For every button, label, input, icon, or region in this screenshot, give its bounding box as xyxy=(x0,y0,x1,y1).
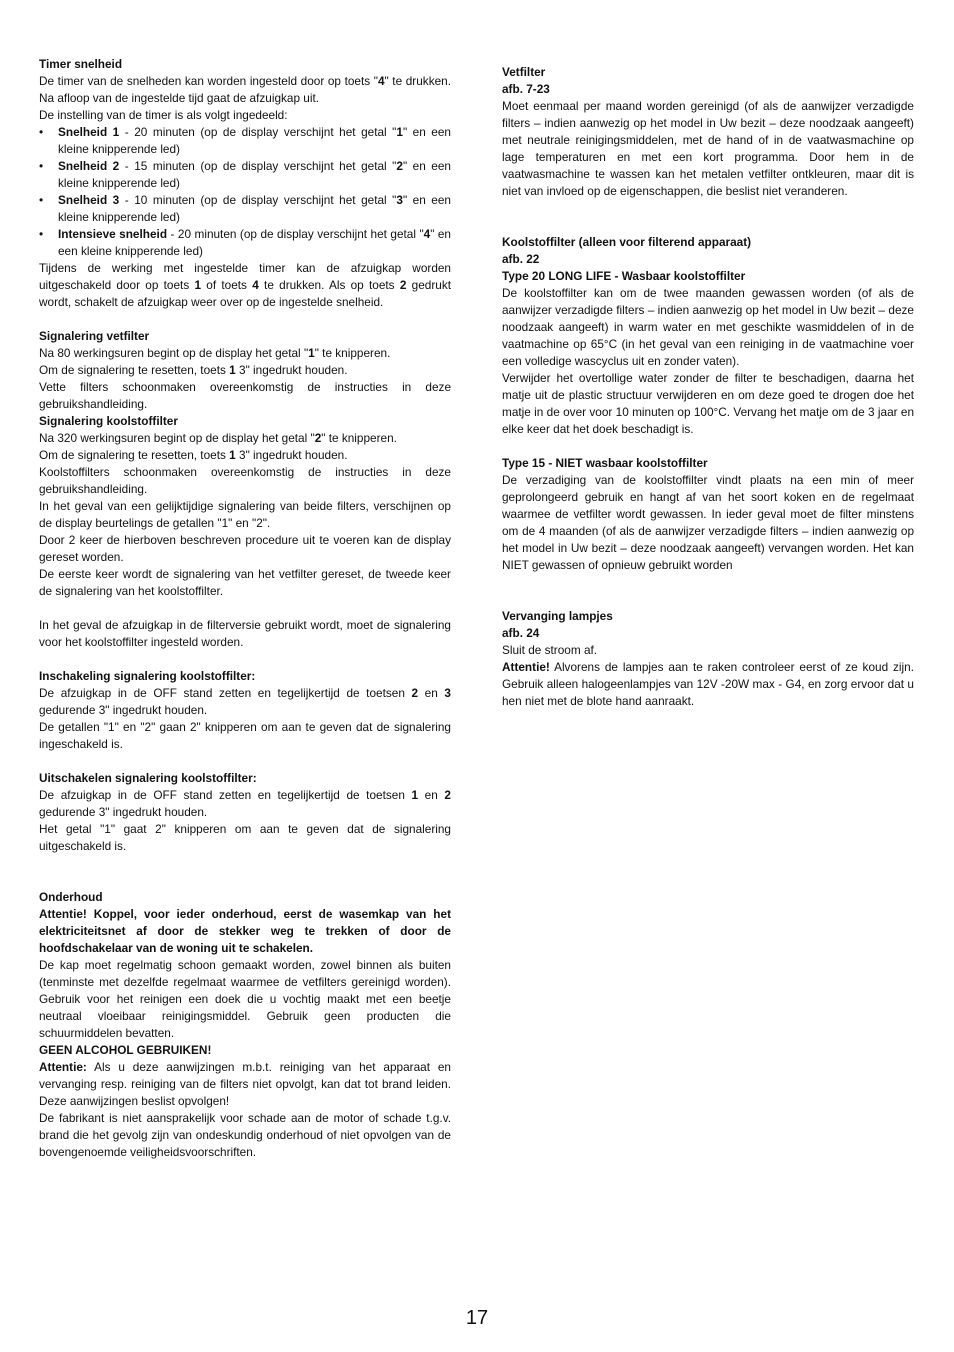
right-column xyxy=(502,64,914,710)
bullet-icon: • xyxy=(39,227,44,241)
grease-filter-paragraph: Moet eenmaal per maand worden gereinigd (of als de aanwijzer verzadigde filters – indien aanwezig op het model in Uw bezit – deze noodzaak aangeeft) met neutrale reinigingsmiddelen, met de hand of in de vaatwasmachine op lage temperaturen en met een kort programma. Door hem in de vaatwasmachine te wassen kan het metalen vetfilter ontkleuren, maar dit is niet van invloed op de eigenschappen, die beslist niet veranderen. xyxy=(502,99,914,198)
carbon-signal-heading: Signalering koolstoffilter xyxy=(39,414,178,428)
grease-signal-p2: Om de signalering te resetten, toets 1 3" ingedrukt houden. xyxy=(39,363,348,377)
left-column xyxy=(39,56,451,1161)
timer-speed-list xyxy=(39,124,451,260)
carbon-signal-p5: Door 2 keer de hierboven beschreven procedure uit te voeren kan de display gereset worden. xyxy=(39,533,451,564)
carbon-signal-p3: Koolstoffilters schoonmaken overeenkomstig de instructies in deze gebruikshandleiding. xyxy=(39,465,451,496)
page-number: 17 xyxy=(465,1307,489,1329)
carbon-filter-heading: Koolstoffilter (alleen voor filterend apparaat) xyxy=(502,235,752,249)
maintenance-p1: De kap moet regelmatig schoon gemaakt worden, zowel binnen als buiten (tenminste met dezelfde regelmaat waarmee de vetfilters gereinigd worden). Gebruik voor het reinigen een doek die u vochtig maakt met een beetje neutraal vloeibaar reinigingsmiddel. Gebruik geen producten die schuurmiddelen bevatten. xyxy=(39,958,451,1040)
lamp-p2: Attentie! Alvorens de lampjes aan te raken controleer eerst of ze koud zijn. Gebruik alleen halogeenlampjes van 12V -20W max - G4, en zorg ervoor dat u hen niet met de blote hand aanraakt. xyxy=(502,660,914,708)
carbon-signal-p4: In het geval van een gelijktijdige signalering van beide filters, verschijnen op de display beurtelings de getallen "1" en "2". xyxy=(39,499,451,530)
grease-filter-heading: Vetfilter xyxy=(502,65,546,79)
disable-carbon-signal-p2: Het getal "1" gaat 2" knipperen om aan te geven dat de signalering uitgeschakeld is. xyxy=(39,822,451,853)
grease-signal-heading: Signalering vetfilter xyxy=(39,329,150,343)
timer-intro: De instelling van de timer is als volgt ingedeeld: xyxy=(39,108,288,122)
carbon-signal-p6: De eerste keer wordt de signalering van het vetfilter gereset, de tweede keer de signalering van het koolstoffilter. xyxy=(39,567,451,598)
type20-heading: Type 20 LONG LIFE - Wasbaar koolstoffilter xyxy=(502,269,746,283)
disable-carbon-signal-p1: De afzuigkap in de OFF stand zetten en tegelijkertijd de toetsen 1 en 2 gedurende 3" ingedrukt houden. xyxy=(39,788,451,819)
filter-version-paragraph: In het geval de afzuigkap in de filterversie gebruikt wordt, moet de signalering voor het koolstoffilter ingesteld worden. xyxy=(39,618,451,649)
enable-carbon-signal-heading: Inschakeling signalering koolstoffilter: xyxy=(39,669,256,683)
list-item: • Snelheid 1 - 20 minuten (op de display verschijnt het getal "1" en een kleine knipperende led) xyxy=(39,125,451,156)
bullet-icon: • xyxy=(39,125,44,139)
lamp-figure-ref: afb. 24 xyxy=(502,626,540,640)
carbon-signal-p2: Om de signalering te resetten, toets 1 3" ingedrukt houden. xyxy=(39,448,348,462)
grease-signal-p3: Vette filters schoonmaken overeenkomstig de instructies in deze gebruikshandleiding. xyxy=(39,380,451,411)
maintenance-heading: Onderhoud xyxy=(39,890,103,904)
timer-paragraph: De timer van de snelheden kan worden ingesteld door op toets "4" te drukken. Na afloop van de ingestelde tijd gaat de afzuigkap uit. xyxy=(39,74,451,105)
bullet-icon: • xyxy=(39,193,44,207)
carbon-signal-p1: Na 320 werkingsuren begint op de display het getal "2" te knipperen. xyxy=(39,431,397,445)
list-item: • Snelheid 2 - 15 minuten (op de display verschijnt het getal "2" en een kleine knipperende led) xyxy=(39,159,451,190)
grease-filter-figure-ref: afb. 7-23 xyxy=(502,82,550,96)
list-item: • Snelheid 3 - 10 minuten (op de display verschijnt het getal "3" en een kleine knipperende led) xyxy=(39,193,451,224)
grease-signal-p1: Na 80 werkingsuren begint op de display het getal "1" te knipperen. xyxy=(39,346,391,360)
enable-carbon-signal-p2: De getallen "1" en "2" gaan 2" knipperen om aan te geven dat de signalering ingeschakeld is. xyxy=(39,720,451,751)
lamp-replacement-heading: Vervanging lampjes xyxy=(502,609,613,623)
maintenance-p3: De fabrikant is niet aansprakelijk voor schade aan de motor of schade t.g.v. brand die het gevolg zijn van ondeskundig onderhoud of niet opvolgen van de bovengenoemde veiligheidsvoorschriften. xyxy=(39,1111,451,1159)
disable-carbon-signal-heading: Uitschakelen signalering koolstoffilter: xyxy=(39,771,257,785)
list-item: • Intensieve snelheid - 20 minuten (op de display verschijnt het getal "4" en een kleine knipperende led) xyxy=(39,227,451,258)
type15-paragraph: De verzadiging van de koolstoffilter vindt plaats na een min of meer geprolongeerd gebruik en hangt af van het soort koken en de regelmaat waarmee de vetfilter wordt gewassen. In ieder geval moet de filter minstens om de 4 maanden (of als de aanwijzer verzadigde filters – indien aanwezig op het model in Uw bezit – deze noodzaak aangeeft) vervangen worden. Het kan NIET gewassen of opnieuw gebruikt worden xyxy=(502,473,914,572)
lamp-p1: Sluit de stroom af. xyxy=(502,643,598,657)
maintenance-warning: Attentie! Koppel, voor ieder onderhoud, eerst de wasemkap van het elektriciteitsnet af door de stekker weg te trekken of door de hoofdschakelaar van de woning uit te schakelen. xyxy=(39,907,451,955)
type20-p1: De koolstoffilter kan om de twee maanden gewassen worden (of als de aanwijzer verzadigde filters – indien aanwezig op het model in Uw bezit – deze noodzaak aangeeft) in warm water en met geschikte wasmiddelen of in de vaatmachine op 65°C (in het geval van een reiniging in de vaatmachine voer een volledige wascyclus uit en zonder vaten). xyxy=(502,286,914,368)
timer-off-paragraph: Tijdens de werking met ingestelde timer kan de afzuigkap worden uitgeschakeld door op toets 1 of toets 4 te drukken. Als op toets 2 gedrukt wordt, schakelt de afzuigkap weer over op de ingestelde snelheid. xyxy=(39,261,451,309)
no-alcohol-notice: GEEN ALCOHOL GEBRUIKEN! xyxy=(39,1043,212,1057)
carbon-filter-figure-ref: afb. 22 xyxy=(502,252,540,266)
timer-heading: Timer snelheid xyxy=(39,57,123,71)
bullet-icon: • xyxy=(39,159,44,173)
type20-p2: Verwijder het overtollige water zonder de filter te beschadigen, daarna het matje uit de plastic structuur verwijderen en om deze goed te drogen doe het matje in de over voor 10 minuten op 100°C. Vervang het matje om de 3 jaar en elke keer dat het doek beschadigt is. xyxy=(502,371,914,436)
maintenance-p2: Attentie: Als u deze aanwijzingen m.b.t. reiniging van het apparaat en vervanging resp. reiniging van de filters niet opvolgt, kan dat tot brand leiden. Deze aanwijzingen beslist opvolgen! xyxy=(39,1060,451,1108)
enable-carbon-signal-p1: De afzuigkap in de OFF stand zetten en tegelijkertijd de toetsen 2 en 3 gedurende 3" ingedrukt houden. xyxy=(39,686,451,717)
type15-heading: Type 15 - NIET wasbaar koolstoffilter xyxy=(502,456,708,470)
